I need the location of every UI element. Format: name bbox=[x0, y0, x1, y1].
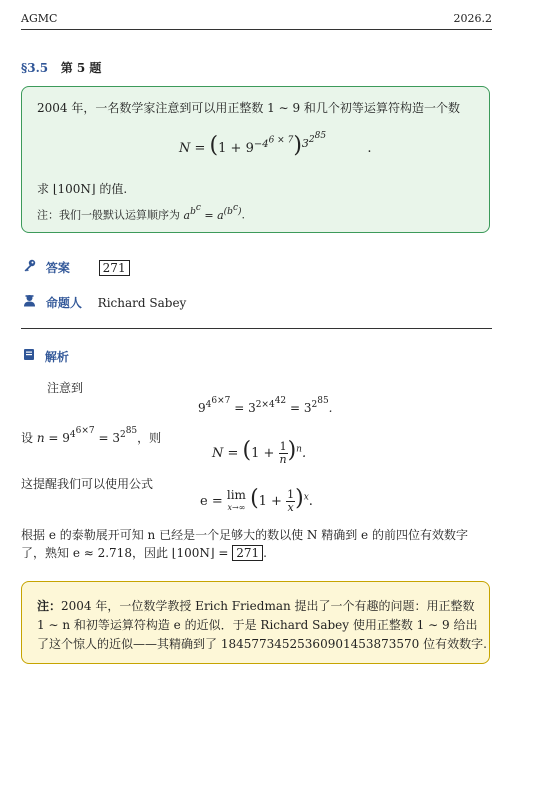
solution-p2-prefix: 设 bbox=[21, 431, 34, 445]
solution-label: 解析 bbox=[44, 350, 69, 364]
solution-eq3: e = lim x→∞ (1 + $\frac{1}{x}$ )$^x$. bbox=[200, 486, 313, 514]
problem-ask: 求 ⌊100N⌋ 的值. bbox=[37, 182, 128, 196]
key-icon bbox=[23, 261, 40, 275]
solution-eq2: N = (1 + $\frac{1}{n}$ )$^n$. bbox=[212, 438, 307, 466]
section-number: §3.5 bbox=[21, 61, 49, 75]
header-left: AGMC bbox=[21, 12, 58, 25]
solution-p3: 这提醒我们可以使用公式 bbox=[21, 477, 154, 491]
solution-p2-suffix: ，则 bbox=[137, 431, 162, 445]
solution-p4-line1: 根据 e 的泰勒展开可知 n 已经是一个足够大的数以使 N 精确到 e 的前四位有效数字 bbox=[21, 528, 468, 542]
solution-p4-text: 了，熟知 e ≈ 2.718，因此 ⌊100N⌋ = bbox=[21, 546, 229, 560]
note-label: 注： bbox=[37, 599, 62, 613]
problem-box bbox=[21, 86, 490, 233]
note-line1-text: 2004 年，一位数学教授 Erich Friedman 提出了一个有趣的问题：用正整数 bbox=[61, 599, 475, 613]
section-title bbox=[21, 59, 101, 76]
person-icon bbox=[23, 296, 40, 310]
note-line1 bbox=[37, 597, 475, 614]
book-icon bbox=[23, 350, 39, 364]
answer-row bbox=[23, 259, 130, 276]
note-line3: 了这个惊人的近似——其精确到了 18457734525360901453873570 位有效数字. bbox=[37, 637, 487, 651]
problem-note: 注：我们一般默认运算顺序为 $a^{b^c} = a^{(b^c)}$. bbox=[37, 203, 245, 222]
answer-label: 答案 bbox=[45, 261, 70, 275]
solution-header bbox=[23, 348, 69, 365]
section-name: 第 5 题 bbox=[60, 61, 102, 75]
solution-p2: 设 $n = 9^{4^{6\times 7}} = 3^{2^{85}}$，则 bbox=[21, 426, 162, 445]
problem-formula: $N = (1 + 9^{-4^{6 \times 7}})^{3^{2^{85}}}$ . bbox=[179, 131, 372, 158]
solution-p1: 注意到 bbox=[47, 381, 84, 395]
divider bbox=[21, 328, 492, 329]
author-name: Richard Sabey bbox=[97, 296, 187, 310]
author-label: 命题人 bbox=[45, 296, 82, 310]
header-right: 2026.2 bbox=[453, 12, 492, 25]
solution-eq1: $9^{4^{6\times 7}} = 3^{2\times 4^{42}} = 3^{2^{85}}$. bbox=[198, 396, 333, 415]
note-line2: 1 ∼ n 和初等运算符构造 e 的近似．于是 Richard Sabey 使用正整数 1 ∼ 9 给出 bbox=[37, 618, 478, 632]
answer-value: 271 bbox=[99, 260, 130, 276]
solution-answer-box: 271 bbox=[232, 545, 263, 561]
problem-text: 2004 年，一名数学家注意到可以用正整数 1 ∼ 9 和几个初等运算符构造一个数 bbox=[37, 101, 460, 115]
header-rule bbox=[21, 29, 492, 30]
note-box bbox=[21, 581, 490, 664]
solution-p4-line2: 了，熟知 e ≈ 2.718，因此 ⌊100N⌋ = 271 . bbox=[21, 546, 267, 560]
author-row bbox=[23, 294, 186, 311]
